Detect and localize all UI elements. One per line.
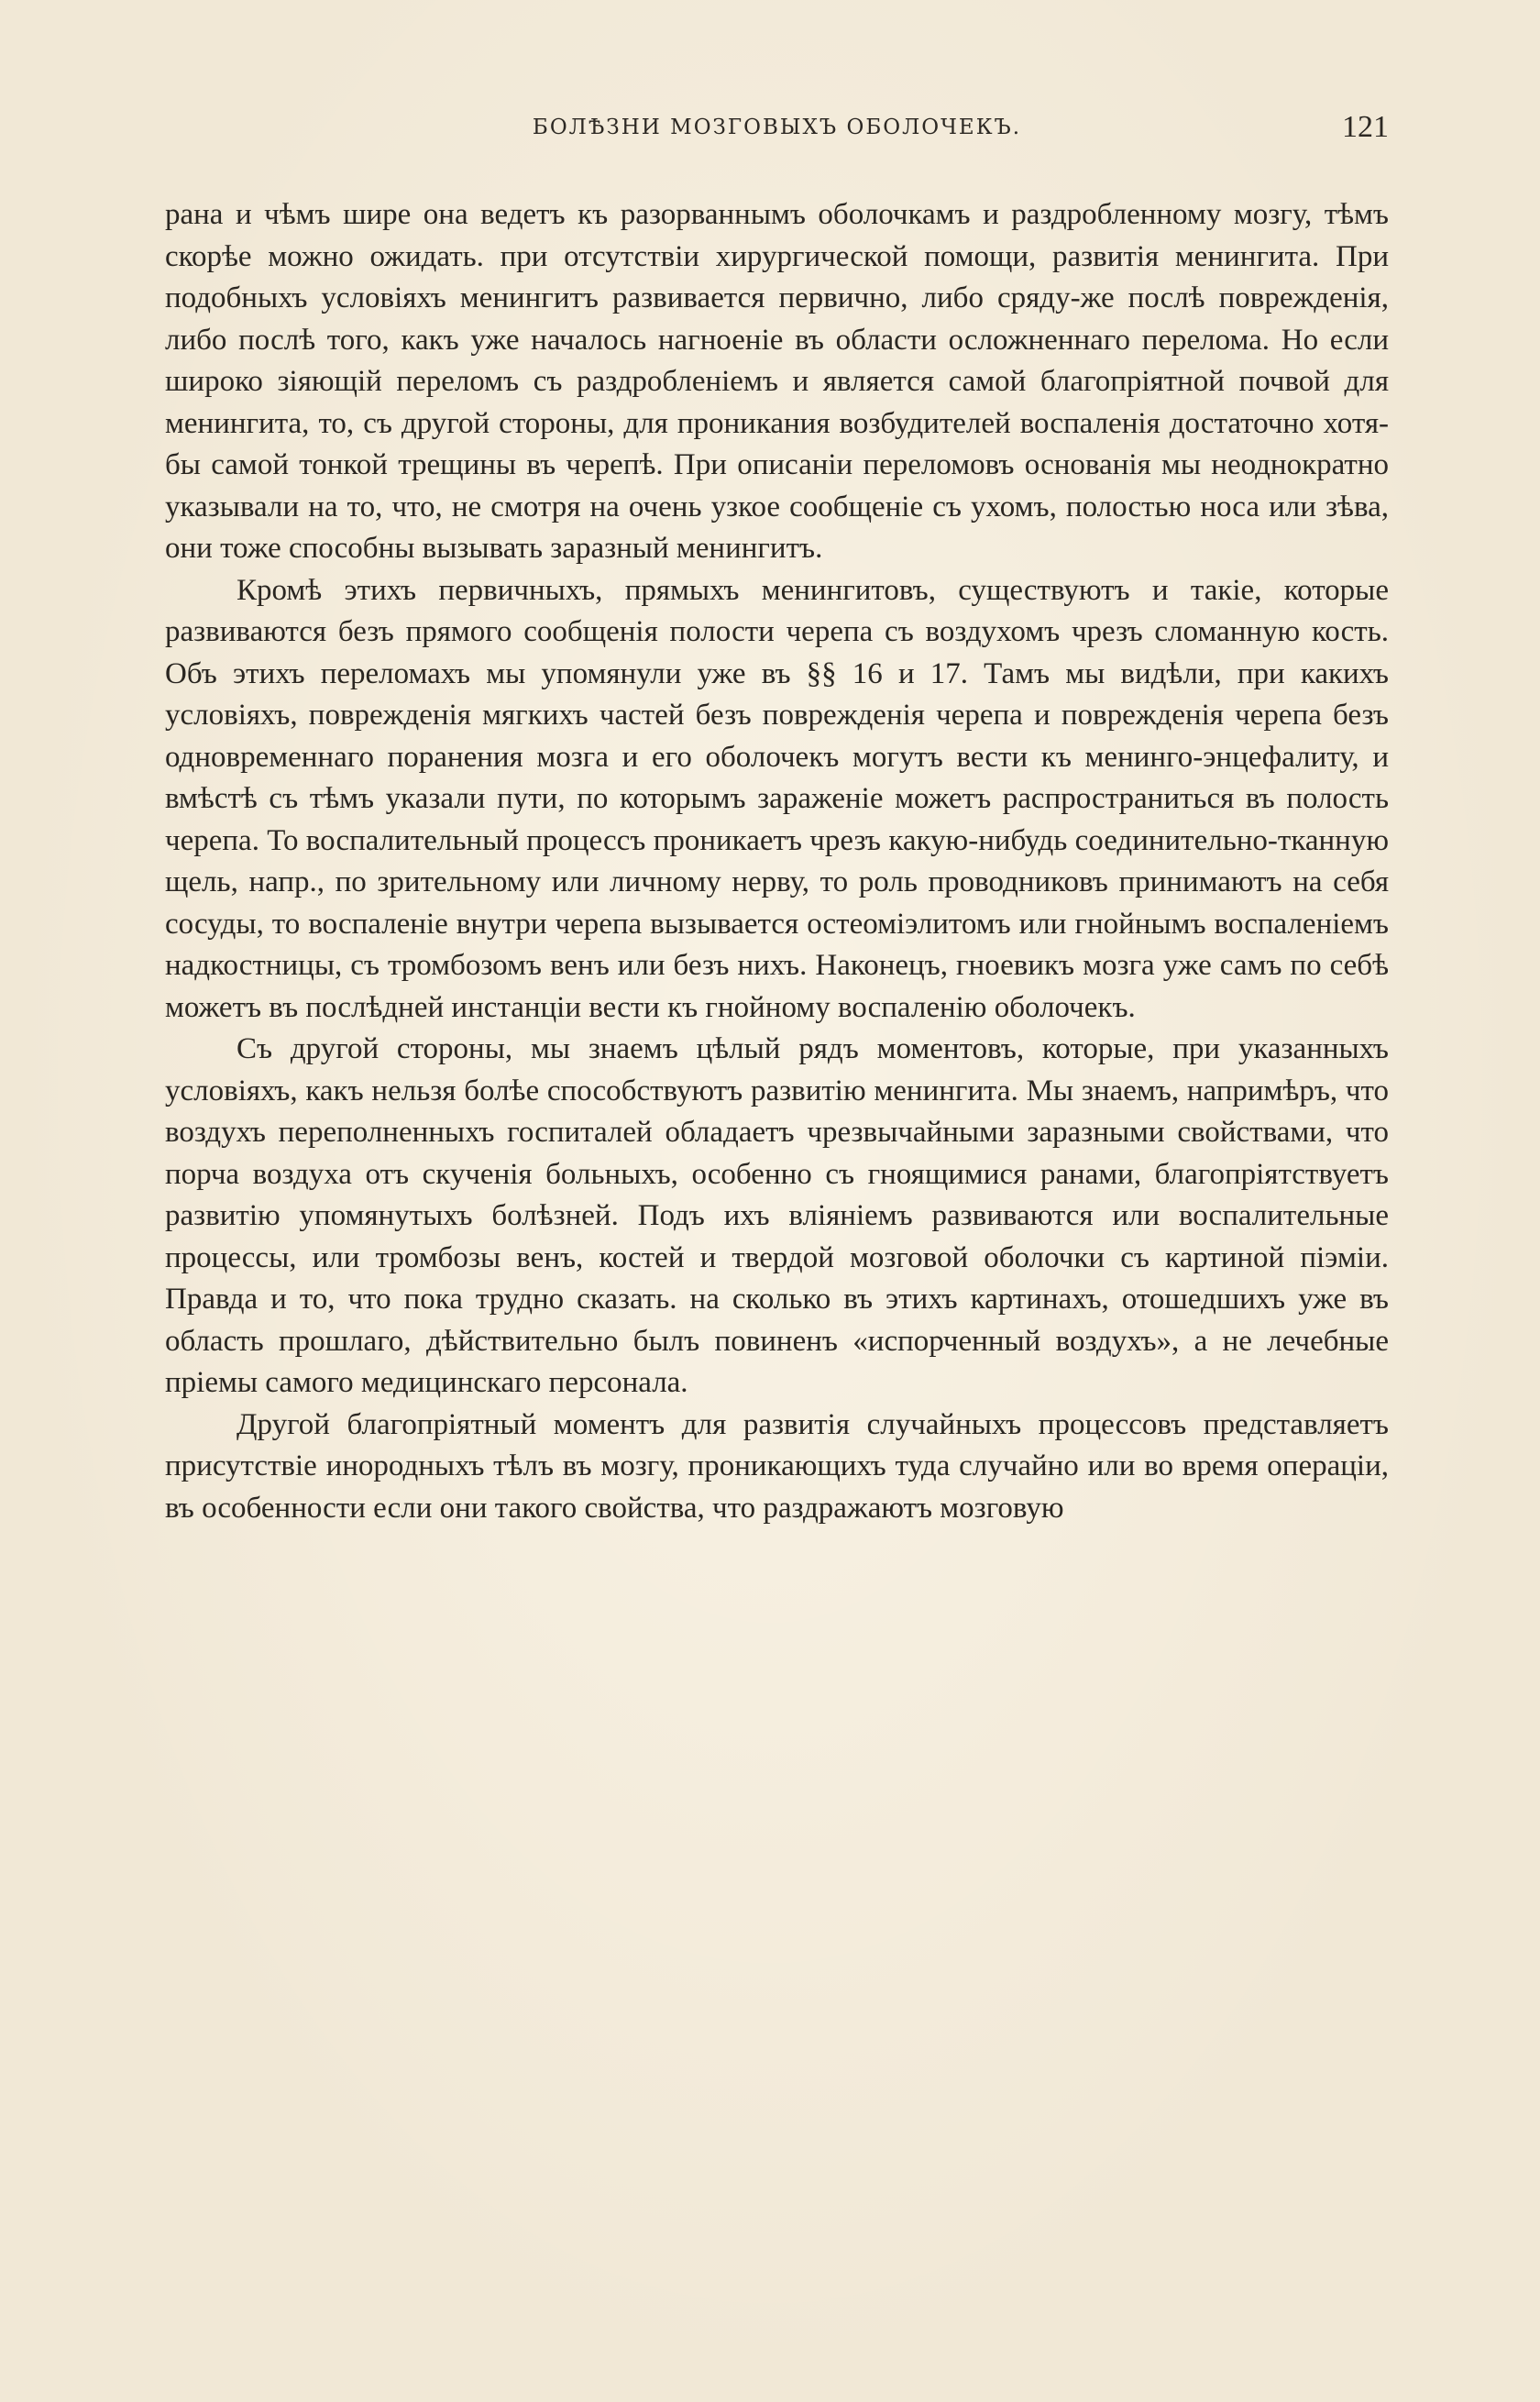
paragraph-4: Другой благопріятный моментъ для развитія случайныхъ процессовъ представляетъ присутствіе инородныхъ тѣлъ въ мозгу, проникающихъ туда случайно или во время операціи, въ особенности если они такого свойства, что раздражаютъ мозговую [165,1407,1389,1525]
running-head-title: БОЛѢЗНИ МОЗГОВЫХЪ ОБОЛОЧЕКЪ. [532,116,1022,139]
paragraph-1: рана и чѣмъ шире она ведетъ къ разорваннымъ оболочкамъ и раздробленному мозгу, тѣмъ скорѣе можно ожидать. при отсутствіи хирургической помощи, развитія менингита. При подобныхъ условіяхъ менингитъ развивается первично, либо сряду-же послѣ поврежденія, либо послѣ того, какъ уже началось нагноеніе въ области осложненнаго перелома. Но если широко зіяющій переломъ съ раздробленіемъ и является самой благопріятной почвой для менингита, то, съ другой стороны, для проникания возбудителей воспаленія достаточно хотя-бы самой тонкой трещины въ черепѣ. При описаніи переломовъ основанія мы неоднократно указывали на то, что, не смотря на очень узкое сообщеніе съ ухомъ, полостью носа или зѣва, они тоже способны вызывать заразный менингитъ. [165,198,1389,565]
page-number: 121 [1342,110,1389,144]
paragraph-3: Съ другой стороны, мы знаемъ цѣлый рядъ моментовъ, которые, при указанныхъ условіяхъ, какъ нельзя болѣе способствуютъ развитію менингита. Мы знаемъ, напримѣръ, что воздухъ переполненныхъ госпиталей обладаетъ чрезвычайными заразными свойствами, что порча воздуха отъ скученія больныхъ, особенно съ гноящимися ранами, благопріятствуетъ развитію упомянутыхъ болѣзней. Подъ ихъ вліяніемъ развиваются или воспалительные процессы, или тромбозы венъ, костей и твердой мозговой оболочки съ картиной піэміи. Правда и то, что пока трудно сказать. на сколько въ этихъ картинахъ, отошедшихъ уже въ область прошлаго, дѣйствительно былъ повиненъ «испорченный воздухъ», а не лечебные пріемы самого медицинскаго персонала. [165,1032,1389,1399]
paragraph-2: Кромѣ этихъ первичныхъ, прямыхъ менингитовъ, существуютъ и такіе, которые развиваются безъ прямого сообщенія полости черепа съ воздухомъ чрезъ сломанную кость. Объ этихъ переломахъ мы упомянули уже въ §§ 16 и 17. Тамъ мы видѣли, при какихъ условіяхъ, поврежденія мягкихъ частей безъ поврежденія черепа и поврежденія черепа безъ одновременнаго поранения мозга и его оболочекъ могутъ вести къ менинго-энцефалиту, и вмѣстѣ съ тѣмъ указали пути, по которымъ зараженіе можетъ распространиться въ полость черепа. То воспалительный процессъ проникаетъ чрезъ какую-нибудь соединительно-тканную щель, напр., по зрительному или личному нерву, то роль проводниковъ принимаютъ на себя сосуды, то воспаленіе внутри черепа вызывается остеоміэлитомъ или гнойнымъ воспаленіемъ надкостницы, съ тромбозомъ венъ или безъ нихъ. Наконецъ, гноевикъ мозга уже самъ по себѣ можетъ въ послѣдней инстанціи вести къ гнойному воспаленію оболочекъ. [165,573,1389,1024]
running-head [165,110,1389,156]
body-text [165,194,1389,1529]
